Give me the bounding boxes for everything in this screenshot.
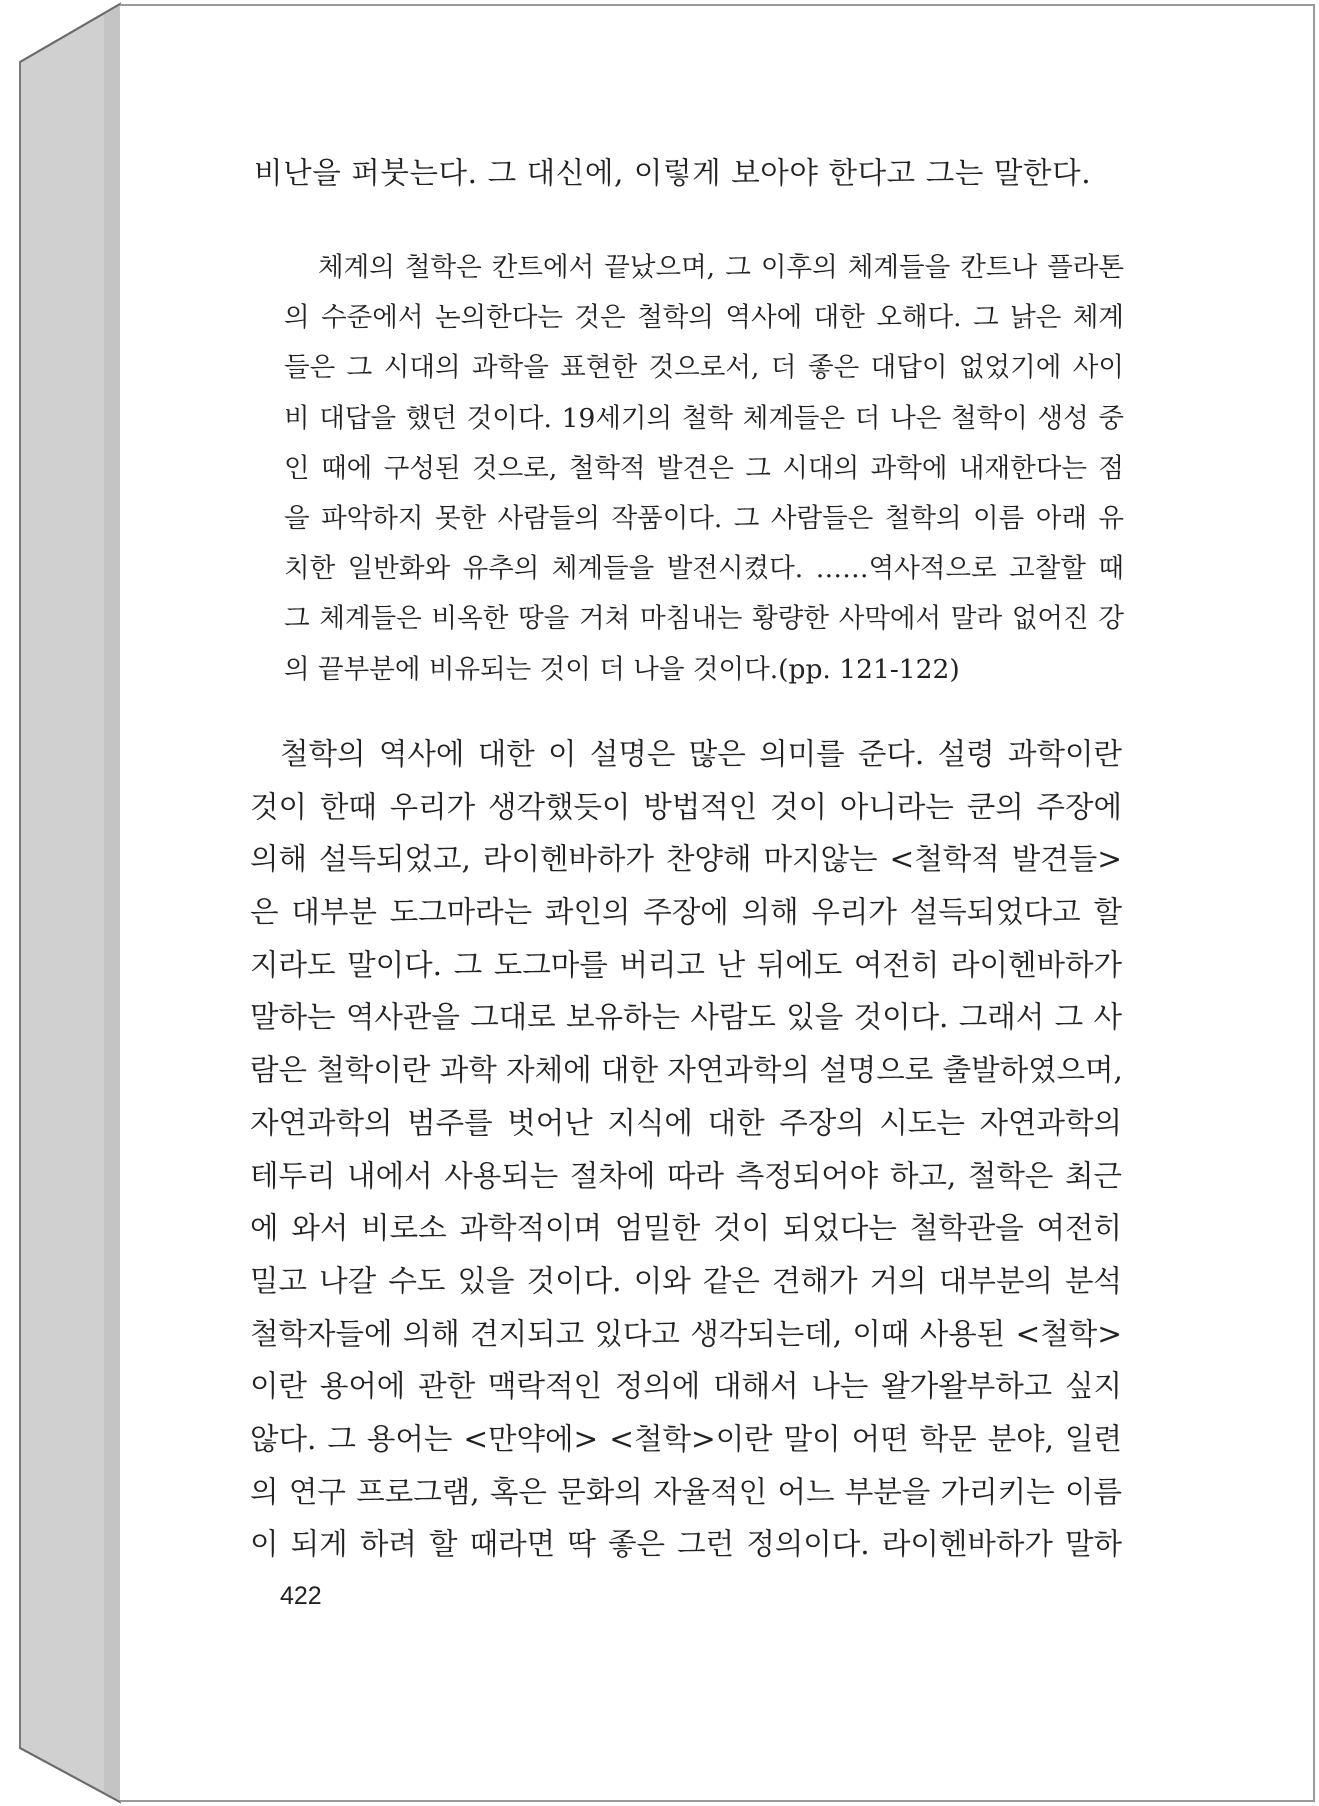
body-line: 않다. 그 용어는 <만약에> <철학>이란 말이 어떤 학문 분야, 일련 [250,1421,1122,1456]
body-paragraph [250,728,1122,1571]
body-line: 철학의 역사에 대한 이 설명은 많은 의미를 준다. 설령 과학이란 [280,737,1122,771]
body-line: 이 되게 하려 할 때라면 딱 좋은 그런 정의이다. 라이헨바하가 말하 [250,1527,1122,1562]
lead-sentence: 비난을 퍼붓는다. 그 대신에, 이렇게 보아야 한다고 그는 말한다. [254,156,1092,190]
quote-line: 그 체계들은 비옥한 땅을 거쳐 마침내는 황량한 사막에서 말라 없어진 강 [284,603,1124,635]
quote-line: 의 끝부분에 비유되는 것이 더 나을 것이다.(pp. 121-122) [284,653,960,685]
body-line: 이란 용어에 관한 맥락적인 정의에 대해서 나는 왈가왈부하고 싶지 [250,1369,1122,1404]
body-line: 람은 철학이란 과학 자체에 대한 자연과학의 설명으로 출발하였으며, [250,1053,1123,1088]
quote-line: 치한 일반화와 유추의 체계들을 발전시켰다. ……역사적으로 고찰할 때 [284,553,1124,585]
page-number: 422 [280,1582,322,1610]
body-line: 자연과학의 범주를 벗어난 지식에 대한 주장의 시도는 자연과학의 [250,1105,1122,1140]
body-line: 것이 한때 우리가 생각했듯이 방법적인 것이 아니라는 쿤의 주장에 [250,789,1122,824]
quote-line: 을 파악하지 못한 사람들의 작품이다. 그 사람들은 철학의 이름 아래 유 [284,502,1124,534]
quote-line: 들은 그 시대의 과학을 표현한 것으로서, 더 좋은 대답이 없었기에 사이 [284,352,1124,384]
book-spine [0,0,124,1806]
body-line: 에 와서 비로소 과학적이며 엄밀한 것이 되었다는 철학관을 여전히 [250,1211,1122,1246]
quote-line: 의 수준에서 논의한다는 것은 철학의 역사에 대한 오해다. 그 낡은 체계 [284,302,1124,334]
page-stack-shade [104,4,120,1802]
body-line: 은 대부분 도그마라는 콰인의 주장에 의해 우리가 설득되었다고 할 [250,895,1122,930]
body-line: 말하는 역사관을 그대로 보유하는 사람도 있을 것이다. 그래서 그 사 [250,1000,1122,1035]
body-line: 의해 설득되었고, 라이헨바하가 찬양해 마지않는 <철학적 발견들> [250,842,1122,877]
body-line: 밀고 나갈 수도 있을 것이다. 이와 같은 견해가 거의 대부분의 분석 [250,1263,1122,1298]
body-line: 테두리 내에서 사용되는 절차에 따라 측정되어야 하고, 철학은 최근 [250,1158,1122,1193]
quote-line: 인 때에 구성된 것으로, 철학적 발견은 그 시대의 과학에 내재한다는 점 [284,452,1124,484]
body-line: 의 연구 프로그램, 혹은 문화의 자율적인 어느 부분을 가리키는 이름 [250,1474,1122,1509]
body-line: 지라도 말이다. 그 도그마를 버리고 난 뒤에도 여전히 라이헨바하가 [250,947,1122,982]
block-quote [284,243,1124,695]
body-line: 철학자들에 의해 견지되고 있다고 생각되는데, 이때 사용된 <철학> [250,1316,1122,1351]
quote-line: 체계의 철학은 칸트에서 끝났으며, 그 이후의 체계들을 칸트나 플라톤 [318,252,1124,283]
quote-line: 비 대답을 했던 것이다. 19세기의 철학 체계들은 더 나은 철학이 생성 중 [284,402,1124,434]
